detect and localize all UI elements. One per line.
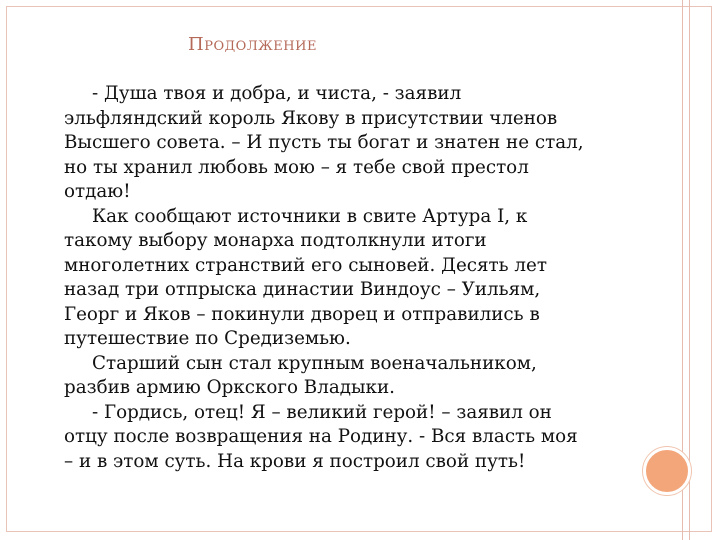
slide-title: Продолжение [188, 34, 317, 55]
text-line: - Гордись, отец! Я – великий герой! – заявил он [92, 401, 552, 423]
text-line: но ты хранил любовь мою – я тебе свой престол [64, 156, 529, 178]
text-line: отцу после возвращения на Родину. - Вся власть моя [64, 426, 578, 447]
text-line: Высшего совета. – И пусть ты богат и знатен не стал, [64, 132, 584, 153]
text-line: Георг и Яков – покинули дворец и отправились в [64, 303, 540, 325]
text-line: такому выбору монарха подтолкнули итоги [64, 230, 487, 251]
text-line: - Душа твоя и добра, и чиста, - заявил [92, 83, 462, 104]
text-line: отдаю! [64, 181, 131, 202]
text-line: Как сообщают источники в свите Артура I, к [92, 205, 528, 227]
text-line: разбив армию Оркского Владыки. [64, 377, 395, 398]
text-line: многолетних странствий его сыновей. Десять лет [64, 254, 547, 276]
decorative-circle [643, 447, 691, 495]
text-line: назад три отпрыска династии Виндоус – Уильям, [64, 279, 541, 300]
decorative-rail-inner [689, 0, 690, 540]
text-line: путешествие по Средиземью. [64, 328, 351, 349]
text-line: – и в этом суть. На крови я построил свой путь! [64, 450, 526, 472]
text-line: эльфляндский король Якову в присутствии членов [64, 107, 558, 129]
slide-body-text [64, 82, 634, 474]
text-line: Старший сын стал крупным военачальником, [92, 352, 537, 374]
